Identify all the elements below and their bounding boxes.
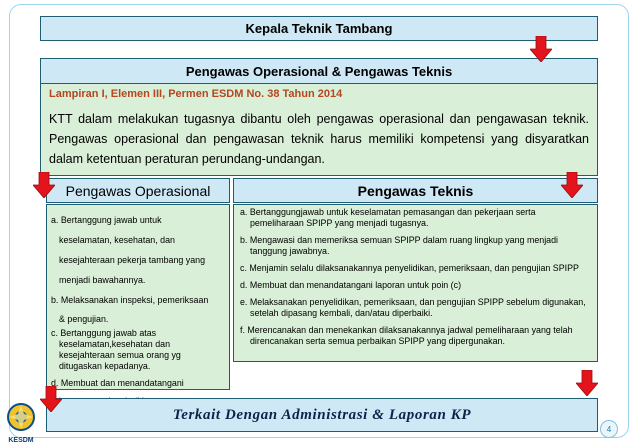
operasional-item: menjadi bawahannya. xyxy=(59,275,146,285)
operasional-item: keselamatan, kesehatan, dan xyxy=(59,235,175,245)
arrow-down-icon xyxy=(576,370,598,396)
teknis-list xyxy=(240,207,591,347)
operasional-item: & pengujian. xyxy=(59,314,109,324)
kepala-teknik-box xyxy=(40,16,598,41)
pengawas-header-title: Pengawas Operasional & Pengawas Teknis xyxy=(185,63,453,79)
ktt-description-box xyxy=(40,84,598,176)
footer-box xyxy=(46,398,598,432)
regulation-reference: Lampiran I, Elemen III, Permen ESDM No. 38 Tahun 2014 xyxy=(49,88,343,100)
arrow-down-icon xyxy=(530,36,552,62)
operasional-item: kesejahteraan pekerja tambang yang xyxy=(59,255,206,265)
pengawas-header-box xyxy=(40,58,598,84)
teknis-title: Pengawas Teknis xyxy=(357,182,474,199)
operasional-title-box xyxy=(46,178,230,203)
teknis-item: a. Bertanggungjawab untuk keselamatan pemasangan dan pekerjaan serta pemeliharaan SPIPP yang menjadi tugasnya. xyxy=(240,207,536,228)
operasional-item: a. Bertanggung jawab untuk xyxy=(51,215,162,225)
teknis-item: b. Mengawasi dan memeriksa semuan SPIPP dalam ruang lingkup yang menjadi tanggung jawabnya. xyxy=(240,235,559,256)
teknis-list-box xyxy=(233,204,598,362)
teknis-title-box xyxy=(233,178,598,203)
logo-emblem-icon xyxy=(3,402,39,432)
kepala-teknik-title: Kepala Teknik Tambang xyxy=(245,21,393,36)
logo-text: KESDM xyxy=(8,437,34,444)
page-number: 4 xyxy=(606,424,612,434)
operasional-item: c. Bertanggung jawab atas keselamatan,kesehatan dan kesejahteraan semua orang yg ditugaskan kepadanya. xyxy=(51,328,181,371)
ktt-description-text: KTT dalam melakukan tugasnya dibantu oleh pengawas operasional dan pengawasan teknik. Pengawas operasional dan pengawasan teknik harus memiliki kompetensi yang disyaratkan dalam ketentuan peraturan perundang-undangan. xyxy=(49,112,589,166)
operasional-title: Pengawas Operasional xyxy=(65,182,211,199)
operasional-list xyxy=(51,210,225,410)
teknis-item: e. Melaksanakan penyelidikan, pemeriksaan, dan pengujian SPIPP sebelum digunakan, setelah dipasang kembali, dan/atau diperbaiki. xyxy=(240,297,586,318)
footer-title: Terkait Dengan Administrasi & Laporan KP xyxy=(172,406,472,423)
page-number-badge xyxy=(600,420,618,438)
arrow-down-icon xyxy=(561,172,583,198)
operasional-item: d. Membuat dan menandatangani xyxy=(51,378,184,388)
teknis-item: d. Membuat dan menandatangani laporan untuk poin (c) xyxy=(240,280,462,290)
teknis-item: f. Merencanakan dan menekankan dilaksanakannya jadwal pemeliharaan yang telah direncanakan serta semua perbaikan SPIPP yang dipergunakan. xyxy=(240,325,573,346)
kesdm-logo xyxy=(3,402,39,444)
arrow-down-icon xyxy=(40,386,62,412)
teknis-item: c. Menjamin selalu dilaksanakannya penyelidikan, pemeriksaan, dan pengujian SPIPP xyxy=(240,263,579,273)
arrow-down-icon xyxy=(33,172,55,198)
operasional-item: b. Melaksanakan inspeksi, pemeriksaan xyxy=(51,295,209,305)
operasional-list-box xyxy=(46,204,230,390)
